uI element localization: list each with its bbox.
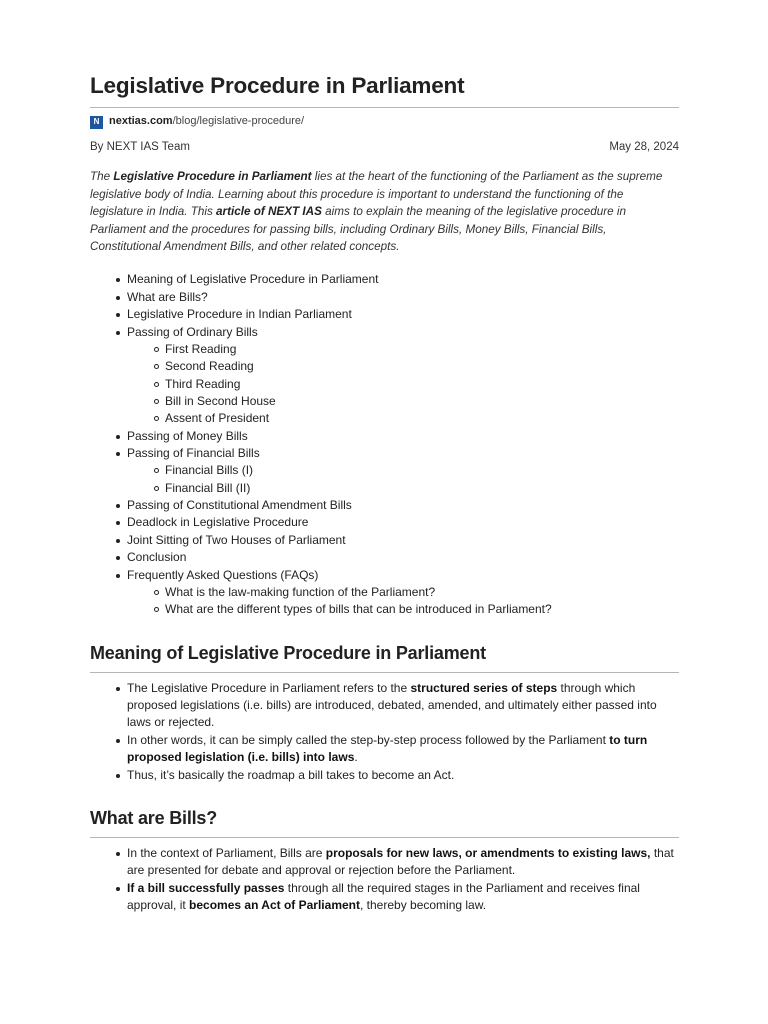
toc-item[interactable]: Passing of Financial Bills Financial Bills (I) Financial Bill (II) (90, 445, 679, 497)
bullet-item: Thus, it’s basically the roadmap a bill takes to become an Act. (90, 767, 679, 784)
bullet-item: In the context of Parliament, Bills are proposals for new laws, or amendments to existing laws, that are presented for debate and approval or rejection before the Parliament. (90, 845, 679, 880)
article (90, 70, 679, 915)
toc-subitem[interactable]: Financial Bill (II) (127, 480, 679, 497)
bullet-item: The Legislative Procedure in Parliament refers to the structured series of steps through which proposed legislations (i.e. bills) are introduced, debated, amended, and ultimately either passed into laws or rejected. (90, 680, 679, 732)
toc-item[interactable]: Deadlock in Legislative Procedure (90, 514, 679, 531)
toc-item[interactable]: Joint Sitting of Two Houses of Parliament (90, 532, 679, 549)
publish-date: May 28, 2024 (609, 141, 679, 153)
byline (90, 139, 679, 156)
section-bullets (90, 680, 679, 784)
section-what-are-bills (90, 806, 679, 915)
toc-subitem[interactable]: Third Reading (127, 376, 679, 393)
toc-item[interactable]: What are Bills? (90, 289, 679, 306)
toc-item[interactable]: Meaning of Legislative Procedure in Parliament (90, 271, 679, 288)
table-of-contents (90, 271, 679, 618)
toc-subitem[interactable]: Assent of President (127, 410, 679, 427)
bullet-item: If a bill successfully passes through all the required stages in the Parliament and receives final approval, it becomes an Act of Parliament, thereby becoming law. (90, 880, 679, 915)
section-heading: What are Bills? (90, 806, 679, 838)
toc-subitem[interactable]: Bill in Second House (127, 393, 679, 410)
bullet-item: In other words, it can be simply called the step-by-step process followed by the Parliament to turn proposed legislation (i.e. bills) into laws. (90, 732, 679, 767)
intro-paragraph: The Legislative Procedure in Parliament lies at the heart of the functioning of the Parliament as the supreme legislative body of India. Learning about this procedure is important to understand the functioning of the legislature in India. This article of NEXT IAS aims to explain the meaning of the legislative procedure in Parliament and the procedures for passing bills, including Ordinary Bills, Money Bills, Financial Bills, Constitutional Amendment Bills, and other related concepts. (90, 170, 663, 254)
section-heading: Meaning of Legislative Procedure in Parliament (90, 641, 679, 673)
toc-sublist (127, 584, 679, 619)
section-bullets (90, 845, 679, 915)
toc-item[interactable]: Passing of Constitutional Amendment Bills (90, 497, 679, 514)
source-line (90, 115, 679, 129)
toc-sublist (127, 462, 679, 497)
toc-item[interactable]: Legislative Procedure in Indian Parliament (90, 306, 679, 323)
toc-subitem[interactable]: What is the law-making function of the Parliament? (127, 584, 679, 601)
toc-subitem[interactable]: First Reading (127, 341, 679, 358)
toc-sublist (127, 341, 679, 427)
toc-subitem[interactable]: What are the different types of bills that can be introduced in Parliament? (127, 601, 679, 618)
source-link[interactable]: nextias.com/blog/legislative-procedure/ (109, 115, 305, 128)
toc-subitem[interactable]: Second Reading (127, 358, 679, 375)
author: By NEXT IAS Team (90, 141, 190, 153)
toc-item[interactable]: Frequently Asked Questions (FAQs) What is the law-making function of the Parliament? What are the different types of bills that can be introduced in Parliament? (90, 567, 679, 619)
toc-item[interactable]: Passing of Ordinary Bills First Reading Second Reading Third Reading Bill in Second House Assent of President (90, 324, 679, 428)
toc-item[interactable]: Passing of Money Bills (90, 428, 679, 445)
toc-item[interactable]: Conclusion (90, 549, 679, 566)
toc-subitem[interactable]: Financial Bills (I) (127, 462, 679, 479)
section-meaning (90, 641, 679, 784)
page-title: Legislative Procedure in Parliament (90, 70, 679, 108)
nextias-logo-icon: N (90, 116, 103, 129)
